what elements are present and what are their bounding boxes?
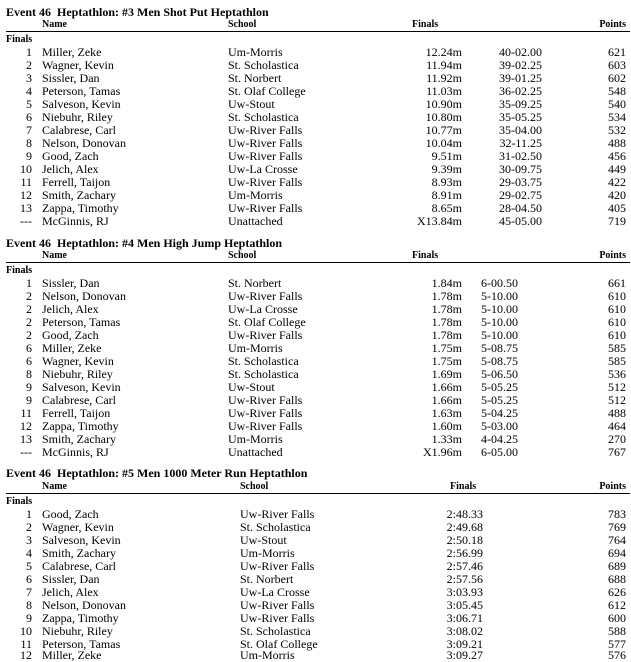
finals-converted: 31-02.50 xyxy=(499,149,542,163)
points: 585 xyxy=(608,341,626,355)
finals-converted: 39-01.25 xyxy=(499,71,542,85)
finals-converted: 6-05.00 xyxy=(481,445,518,459)
finals-mark: X13.84m xyxy=(417,214,462,228)
place: 10 xyxy=(20,624,32,638)
points: 576 xyxy=(608,648,626,662)
finals-mark: 3:05.45 xyxy=(446,598,483,612)
finals-mark: 9.39m xyxy=(431,162,462,176)
school: Uw-Stout xyxy=(240,533,287,547)
finals-mark: 2:50.18 xyxy=(446,533,483,547)
place: 12 xyxy=(20,648,32,662)
points: 464 xyxy=(608,419,626,433)
athlete-name: Miller, Zeke xyxy=(42,45,102,59)
finals-converted: 29-02.75 xyxy=(499,188,542,202)
finals-mark: 1.66m xyxy=(431,380,462,394)
points: 449 xyxy=(608,162,626,176)
place: --- xyxy=(20,445,32,459)
school: Uw-River Falls xyxy=(228,393,303,407)
points: 769 xyxy=(608,520,626,534)
school: Uw-La Crosse xyxy=(228,162,298,176)
athlete-name: Smith, Zachary xyxy=(42,546,116,560)
school: St. Olaf College xyxy=(228,315,306,329)
place: 3 xyxy=(26,71,32,85)
finals-mark: 8.91m xyxy=(431,188,462,202)
points: 532 xyxy=(608,123,626,137)
place: 10 xyxy=(20,162,32,176)
athlete-name: Wagner, Kevin xyxy=(42,354,114,368)
place: 2 xyxy=(26,315,32,329)
athlete-name: Salveson, Kevin xyxy=(42,380,121,394)
athlete-name: Zappa, Timothy xyxy=(42,419,119,433)
points: 603 xyxy=(608,58,626,72)
athlete-name: Miller, Zeke xyxy=(42,341,102,355)
athlete-name: Jelich, Alex xyxy=(42,302,99,316)
points: 512 xyxy=(608,393,626,407)
school: Uw-River Falls xyxy=(228,419,303,433)
section-label: Finals xyxy=(6,34,33,45)
column-header-name: Name xyxy=(42,19,67,30)
place: 8 xyxy=(26,367,32,381)
school: Uw-River Falls xyxy=(228,123,303,137)
points: 405 xyxy=(608,201,626,215)
athlete-name: Sissler, Dan xyxy=(42,572,100,586)
school: St. Norbert xyxy=(228,276,282,290)
finals-mark: 1.63m xyxy=(431,406,462,420)
school: St. Scholastica xyxy=(228,58,299,72)
school: Um-Morris xyxy=(240,648,295,662)
athlete-name: Salveson, Kevin xyxy=(42,533,121,547)
finals-converted: 5-05.25 xyxy=(481,393,518,407)
finals-converted: 32-11.25 xyxy=(499,136,542,150)
athlete-name: Wagner, Kevin xyxy=(42,520,114,534)
column-header-school: School xyxy=(240,481,269,492)
place: 5 xyxy=(26,97,32,111)
place: 9 xyxy=(26,149,32,163)
athlete-name: Good, Zach xyxy=(42,507,99,521)
school: St. Olaf College xyxy=(240,637,318,651)
school: St. Olaf College xyxy=(228,84,306,98)
points: 600 xyxy=(608,611,626,625)
column-header-points: Points xyxy=(599,250,626,261)
points: 422 xyxy=(608,175,626,189)
finals-converted: 5-08.75 xyxy=(481,341,518,355)
points: 689 xyxy=(608,559,626,573)
finals-mark: 2:57.56 xyxy=(446,572,483,586)
school: St. Norbert xyxy=(240,572,294,586)
finals-converted: 40-02.00 xyxy=(499,45,542,59)
athlete-name: Niebuhr, Riley xyxy=(42,624,113,638)
finals-converted: 39-02.25 xyxy=(499,58,542,72)
points: 783 xyxy=(608,507,626,521)
finals-mark: 11.92m xyxy=(426,71,462,85)
place: 6 xyxy=(26,572,32,586)
school: Uw-La Crosse xyxy=(240,585,310,599)
points: 488 xyxy=(608,406,626,420)
points: 456 xyxy=(608,149,626,163)
event-title: Event 46 Heptathlon: #3 Men Shot Put Heptathlon xyxy=(6,5,269,19)
athlete-name: Ferrell, Taijon xyxy=(42,175,111,189)
finals-mark: 1.78m xyxy=(431,289,462,303)
points: 688 xyxy=(608,572,626,586)
column-header-finals: Finals xyxy=(412,250,439,261)
school: Um-Morris xyxy=(228,341,283,355)
finals-mark: 3:03.93 xyxy=(446,585,483,599)
header-rule xyxy=(6,493,630,494)
column-header-finals: Finals xyxy=(412,19,439,30)
points: 420 xyxy=(608,188,626,202)
finals-converted: 5-06.50 xyxy=(481,367,518,381)
athlete-name: McGinnis, RJ xyxy=(42,214,109,228)
place: 12 xyxy=(20,419,32,433)
school: Uw-Stout xyxy=(228,380,275,394)
finals-mark: 1.84m xyxy=(431,276,462,290)
points: 626 xyxy=(608,585,626,599)
points: 270 xyxy=(608,432,626,446)
finals-mark: 10.90m xyxy=(425,97,462,111)
athlete-name: Jelich, Alex xyxy=(42,162,99,176)
school: Uw-River Falls xyxy=(240,611,315,625)
finals-converted: 5-10.00 xyxy=(481,289,518,303)
finals-converted: 29-03.75 xyxy=(499,175,542,189)
points: 534 xyxy=(608,110,626,124)
athlete-name: Smith, Zachary xyxy=(42,188,116,202)
result-row xyxy=(0,649,631,662)
header-rule xyxy=(6,31,630,32)
finals-mark: 1.60m xyxy=(431,419,462,433)
finals-mark: 2:56.99 xyxy=(446,546,483,560)
athlete-name: McGinnis, RJ xyxy=(42,445,109,459)
points: 612 xyxy=(608,598,626,612)
school: Uw-River Falls xyxy=(228,201,303,215)
place: 2 xyxy=(26,328,32,342)
place: 2 xyxy=(26,58,32,72)
finals-converted: 5-08.75 xyxy=(481,354,518,368)
school: Uw-River Falls xyxy=(228,149,303,163)
points: 540 xyxy=(608,97,626,111)
column-header-school: School xyxy=(228,19,257,30)
school: Unattached xyxy=(228,445,283,459)
school: Um-Morris xyxy=(228,432,283,446)
result-row xyxy=(0,215,631,228)
place: 2 xyxy=(26,289,32,303)
athlete-name: Calabrese, Carl xyxy=(42,393,116,407)
points: 621 xyxy=(608,45,626,59)
school: St. Scholastica xyxy=(228,354,299,368)
school: Uw-La Crosse xyxy=(228,302,298,316)
school: Uw-River Falls xyxy=(228,328,303,342)
column-header-points: Points xyxy=(599,481,626,492)
place: 6 xyxy=(26,354,32,368)
finals-mark: 1.78m xyxy=(431,302,462,316)
school: Um-Morris xyxy=(228,45,283,59)
place: 13 xyxy=(20,201,32,215)
finals-mark: 1.78m xyxy=(431,315,462,329)
finals-mark: 3:08.02 xyxy=(446,624,483,638)
school: Uw-River Falls xyxy=(240,559,315,573)
finals-converted: 5-10.00 xyxy=(481,328,518,342)
finals-mark: 10.80m xyxy=(425,110,462,124)
athlete-name: Nelson, Donovan xyxy=(42,289,126,303)
points: 610 xyxy=(608,328,626,342)
points: 610 xyxy=(608,302,626,316)
athlete-name: Ferrell, Taijon xyxy=(42,406,111,420)
finals-converted: 35-09.25 xyxy=(499,97,542,111)
section-label: Finals xyxy=(6,496,33,507)
finals-mark: 3:09.27 xyxy=(446,648,483,662)
finals-converted: 30-09.75 xyxy=(499,162,542,176)
athlete-name: Good, Zach xyxy=(42,149,99,163)
points: 488 xyxy=(608,136,626,150)
athlete-name: Peterson, Tamas xyxy=(42,637,121,651)
place: 4 xyxy=(26,84,32,98)
column-header-name: Name xyxy=(42,250,67,261)
school: Uw-River Falls xyxy=(228,289,303,303)
finals-mark: 1.75m xyxy=(431,354,462,368)
finals-mark: 1.75m xyxy=(431,341,462,355)
school: Uw-River Falls xyxy=(228,136,303,150)
place: 7 xyxy=(26,123,32,137)
place: 6 xyxy=(26,341,32,355)
finals-mark: 2:48.33 xyxy=(446,507,483,521)
event-title: Event 46 Heptathlon: #4 Men High Jump Heptathlon xyxy=(6,236,283,250)
athlete-name: Miller, Zeke xyxy=(42,648,102,662)
athlete-name: Jelich, Alex xyxy=(42,585,99,599)
points: 512 xyxy=(608,380,626,394)
athlete-name: Wagner, Kevin xyxy=(42,58,114,72)
finals-mark: 1.69m xyxy=(431,367,462,381)
athlete-name: Calabrese, Carl xyxy=(42,123,116,137)
event-title: Event 46 Heptathlon: #5 Men 1000 Meter Run Heptathlon xyxy=(6,466,308,480)
finals-mark: 11.94m xyxy=(426,58,462,72)
finals-mark: 9.51m xyxy=(431,149,462,163)
place: 6 xyxy=(26,110,32,124)
school: St. Scholastica xyxy=(228,367,299,381)
athlete-name: Salveson, Kevin xyxy=(42,97,121,111)
column-header-name: Name xyxy=(42,481,67,492)
finals-converted: 5-04.25 xyxy=(481,406,518,420)
place: 2 xyxy=(26,520,32,534)
points: 610 xyxy=(608,315,626,329)
points: 767 xyxy=(608,445,626,459)
athlete-name: Zappa, Timothy xyxy=(42,611,119,625)
place: --- xyxy=(20,214,32,228)
athlete-name: Niebuhr, Riley xyxy=(42,367,113,381)
finals-converted: 4-04.25 xyxy=(481,432,518,446)
finals-mark: 3:06.71 xyxy=(446,611,483,625)
place: 1 xyxy=(26,507,32,521)
school: St. Scholastica xyxy=(240,520,311,534)
finals-mark: X1.96m xyxy=(423,445,462,459)
finals-mark: 10.04m xyxy=(425,136,462,150)
finals-converted: 35-05.25 xyxy=(499,110,542,124)
points: 719 xyxy=(608,214,626,228)
place: 2 xyxy=(26,302,32,316)
school: St. Norbert xyxy=(228,71,282,85)
place: 8 xyxy=(26,136,32,150)
points: 577 xyxy=(608,637,626,651)
athlete-name: Sissler, Dan xyxy=(42,276,100,290)
athlete-name: Nelson, Donovan xyxy=(42,598,126,612)
finals-mark: 8.65m xyxy=(431,201,462,215)
points: 694 xyxy=(608,546,626,560)
school: Uw-River Falls xyxy=(240,507,315,521)
finals-mark: 1.33m xyxy=(431,432,462,446)
finals-mark: 1.78m xyxy=(431,328,462,342)
school: Uw-River Falls xyxy=(228,175,303,189)
column-header-school: School xyxy=(228,250,257,261)
athlete-name: Calabrese, Carl xyxy=(42,559,116,573)
place: 9 xyxy=(26,611,32,625)
points: 610 xyxy=(608,289,626,303)
school: Um-Morris xyxy=(228,188,283,202)
place: 1 xyxy=(26,45,32,59)
place: 8 xyxy=(26,598,32,612)
points: 548 xyxy=(608,84,626,98)
school: Um-Morris xyxy=(240,546,295,560)
school: Unattached xyxy=(228,214,283,228)
place: 12 xyxy=(20,188,32,202)
place: 11 xyxy=(20,637,32,651)
finals-converted: 28-04.50 xyxy=(499,201,542,215)
finals-mark: 8.93m xyxy=(431,175,462,189)
athlete-name: Niebuhr, Riley xyxy=(42,110,113,124)
finals-mark: 2:49.68 xyxy=(446,520,483,534)
place: 3 xyxy=(26,533,32,547)
points: 602 xyxy=(608,71,626,85)
points: 585 xyxy=(608,354,626,368)
header-rule xyxy=(6,262,630,263)
school: Uw-River Falls xyxy=(240,598,315,612)
points: 536 xyxy=(608,367,626,381)
school: Uw-River Falls xyxy=(228,406,303,420)
school: St. Scholastica xyxy=(240,624,311,638)
place: 13 xyxy=(20,432,32,446)
athlete-name: Peterson, Tamas xyxy=(42,84,121,98)
finals-converted: 5-03.00 xyxy=(481,419,518,433)
place: 1 xyxy=(26,276,32,290)
athlete-name: Zappa, Timothy xyxy=(42,201,119,215)
place: 4 xyxy=(26,546,32,560)
column-header-points: Points xyxy=(599,19,626,30)
finals-converted: 5-10.00 xyxy=(481,302,518,316)
finals-mark: 10.77m xyxy=(425,123,462,137)
finals-mark: 11.03m xyxy=(426,84,462,98)
place: 11 xyxy=(20,175,32,189)
place: 7 xyxy=(26,585,32,599)
athlete-name: Smith, Zachary xyxy=(42,432,116,446)
finals-converted: 45-05.00 xyxy=(499,214,542,228)
finals-converted: 6-00.50 xyxy=(481,276,518,290)
section-label: Finals xyxy=(6,265,33,276)
finals-converted: 5-10.00 xyxy=(481,315,518,329)
finals-mark: 1.66m xyxy=(431,393,462,407)
finals-mark: 2:57.46 xyxy=(446,559,483,573)
athlete-name: Nelson, Donovan xyxy=(42,136,126,150)
school: Uw-Stout xyxy=(228,97,275,111)
finals-converted: 35-04.00 xyxy=(499,123,542,137)
athlete-name: Peterson, Tamas xyxy=(42,315,121,329)
points: 588 xyxy=(608,624,626,638)
athlete-name: Sissler, Dan xyxy=(42,71,100,85)
finals-mark: 12.24m xyxy=(425,45,462,59)
finals-converted: 5-05.25 xyxy=(481,380,518,394)
finals-converted: 36-02.25 xyxy=(499,84,542,98)
points: 764 xyxy=(608,533,626,547)
place: 9 xyxy=(26,380,32,394)
place: 5 xyxy=(26,559,32,573)
points: 661 xyxy=(608,276,626,290)
school: St. Scholastica xyxy=(228,110,299,124)
finals-mark: 3:09.21 xyxy=(446,637,483,651)
place: 11 xyxy=(20,406,32,420)
place: 9 xyxy=(26,393,32,407)
column-header-finals: Finals xyxy=(450,481,477,492)
athlete-name: Good, Zach xyxy=(42,328,99,342)
result-row xyxy=(0,446,631,459)
